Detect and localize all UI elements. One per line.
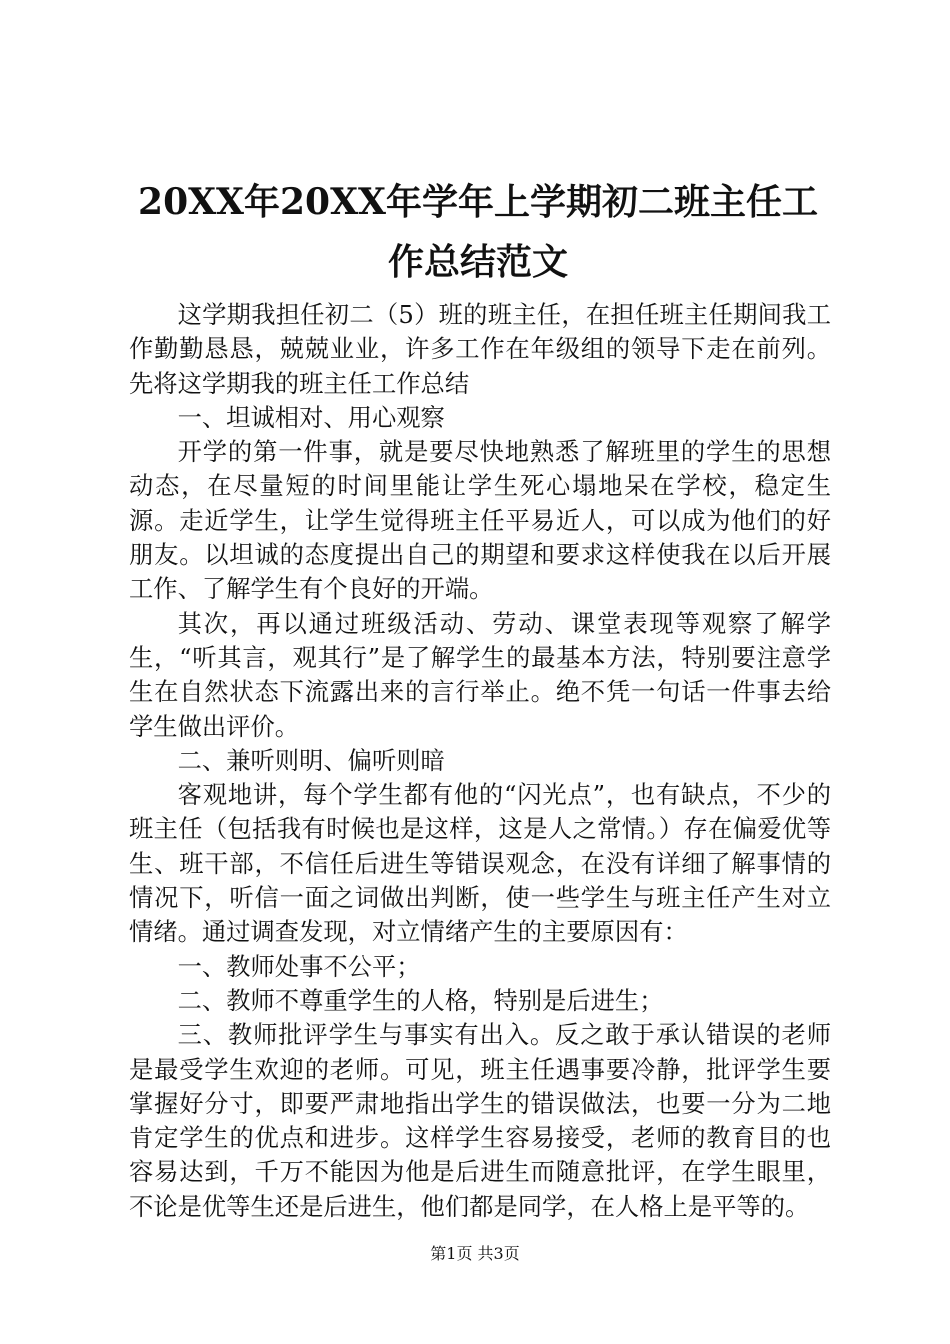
paragraph-1: 开学的第一件事，就是要尽快地熟悉了解班里的学生的思想动态，在尽量短的时间里能让学生死心塌地呆在学校，稳定生源。走近学生，让学生觉得班主任平易近人，可以成为他们的好朋友。以坦诚的态度提出自己的期望和要求这样使我在以后开展工作、了解学生有个良好的开端。 <box>129 437 831 604</box>
document-title: 20XX年20XX年学年上学期初二班主任工作总结范文 <box>138 181 818 283</box>
list-item-1: 一、教师处事不公平； <box>177 951 421 981</box>
section-heading-2: 二、兼听则明、偏听则暗 <box>177 745 445 775</box>
section-heading-1: 一、坦诚相对、用心观察 <box>177 402 445 432</box>
document-body <box>129 298 831 1224</box>
list-item-3: 三、教师批评学生与事实有出入。反之敢于承认错误的老师是最受学生欢迎的老师。可见，班主任遇事要冷静，批评学生要掌握好分寸，即要严肃地指出学生的错误做法，也要一分为二地肯定学生的优点和进步。这样学生容易接受，老师的教育目的也容易达到，千万不能因为他是后进生而随意批评，在学生眼里，不论是优等生还是后进生，他们都是同学，在人格上是平等的。 <box>129 1020 831 1221</box>
paragraph-2: 其次，再以通过班级活动、劳动、课堂表现等观察了解学生，“听其言，观其行”是了解学生的最基本方法，特别要注意学生在自然状态下流露出来的言行举止。绝不凭一句话一件事去给学生做出评价。 <box>129 608 831 741</box>
paragraph-intro: 这学期我担任初二（5）班的班主任，在担任班主任期间我工作勤勤恳恳，兢兢业业，许多工作在年级组的领导下走在前列。先将这学期我的班主任工作总结 <box>129 300 831 398</box>
page-footer: 第1页 共3页 <box>430 1244 520 1263</box>
paragraph-3: 客观地讲，每个学生都有他的“闪光点”，也有缺点，不少的班主任（包括我有时候也是这样，这是人之常情。）存在偏爱优等生、班干部，不信任后进生等错误观念，在没有详细了解事情的情况下，听信一面之词做出判断，使一些学生与班主任产生对立情绪。通过调查发现，对立情绪产生的主要原因有： <box>129 780 831 947</box>
list-item-2: 二、教师不尊重学生的人格，特别是后进生； <box>177 985 664 1015</box>
